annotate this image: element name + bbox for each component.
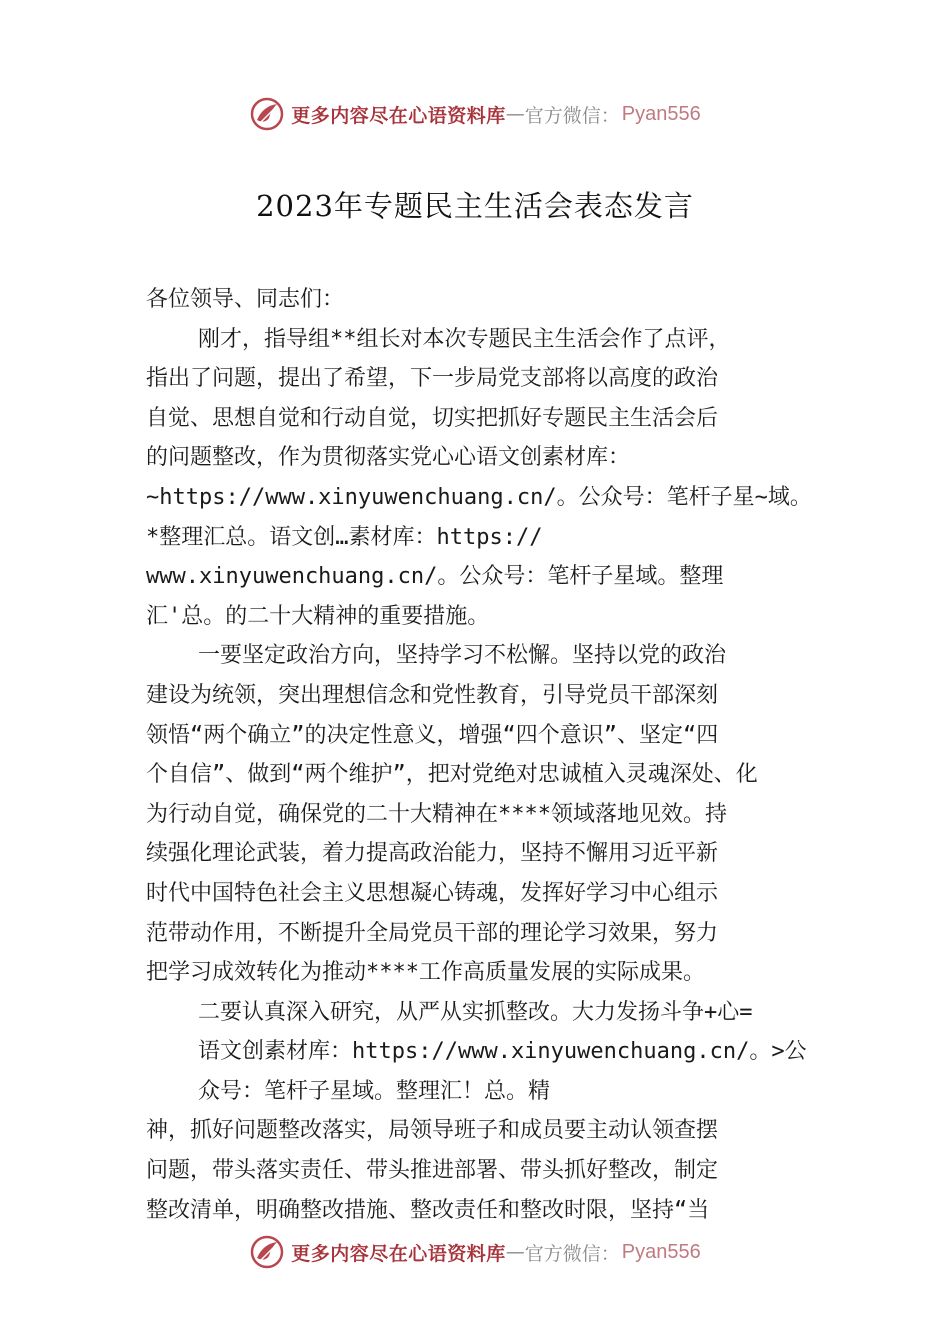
footer-banner — [0, 1230, 950, 1274]
document-body — [146, 280, 846, 1230]
text-line: 时代中国特色社会主义思想凝心铸魂，发挥好学习中心组示 — [146, 880, 719, 906]
text-line: 领悟“两个确立”的决定性意义，增强“四个意识”、坚定“四 — [146, 722, 719, 748]
text-line: 个自信”、做到“两个维护”，把对党绝对忠诚植入灵魂深处、化 — [146, 762, 758, 788]
text-line: 建设为统领，突出理想信念和党性教育，引导党员干部深刻 — [146, 682, 719, 708]
header-banner — [0, 92, 950, 136]
text-line: ~https://www.xinyuwenchuang.cn/。公众号：笔杆子星~域。 — [146, 484, 812, 510]
text-line: 二要认真深入研究，从严从实抓整改。大力发扬斗争+心= — [198, 999, 753, 1025]
banner-separator: — — [505, 1241, 525, 1263]
text-line: 自觉、思想自觉和行动自觉，切实把抓好专题民主生活会后 — [146, 405, 719, 431]
text-line: 众号：笔杆子星域。整理汇！总。精 — [198, 1078, 551, 1104]
banner-wechat-id: Pyan556 — [621, 1240, 701, 1263]
text-line: 语文创素材库：https://www.xinyuwenchuang.cn/。>公 — [198, 1039, 807, 1065]
text-line: 为行动自觉，确保党的二十大精神在****领域落地见效。持 — [146, 801, 727, 827]
banner-brand-text: 更多内容尽在心语资料库 — [291, 104, 506, 127]
text-line: 范带动作用，不断提升全局党员干部的理论学习效果，努力 — [146, 920, 719, 946]
text-line: 整改清单，明确整改措施、整改责任和整改时限，坚持“当 — [146, 1197, 710, 1223]
text-line: www.xinyuwenchuang.cn/。公众号：笔杆子星域。整理 — [146, 564, 724, 590]
text-line: 各位领导、同志们： — [146, 287, 345, 312]
text-line: 把学习成效转化为推动****工作高质量发展的实际成果。 — [146, 960, 705, 986]
banner-separator: — — [505, 103, 525, 125]
brand-logo-icon — [249, 1234, 285, 1270]
banner-wechat-id: Pyan556 — [621, 102, 701, 125]
text-line: 的问题整改，作为贯彻落实党心心语文创素材库： — [146, 445, 631, 471]
banner-wechat-label: 官方微信： — [524, 1242, 620, 1265]
text-line: 续强化理论武装，着力提高政治能力，坚持不懈用习近平新 — [146, 841, 719, 867]
text-line: *整理汇总。语文创…素材库：https:// — [146, 524, 543, 550]
text-line: 一要坚定政治方向，坚持学习不松懈。坚持以党的政治 — [198, 643, 727, 669]
banner-wechat-label: 官方微信： — [524, 104, 620, 127]
text-line: 指出了问题，提出了希望，下一步局党支部将以高度的政治 — [146, 366, 719, 392]
text-line: 刚才，指导组**组长对本次专题民主生活会作了点评， — [198, 326, 731, 352]
text-line: 神，抓好问题整改落实，局领导班子和成员要主动认领查摆 — [146, 1118, 719, 1144]
text-line: 汇'总。的二十大精神的重要措施。 — [146, 603, 490, 629]
text-line: 问题，带头落实责任、带头推进部署、带头抓好整改，制定 — [146, 1158, 719, 1184]
brand-logo-icon — [249, 96, 285, 132]
document-title: 2023年专题民主生活会表态发言 — [256, 189, 694, 223]
banner-brand-text: 更多内容尽在心语资料库 — [291, 1242, 506, 1265]
